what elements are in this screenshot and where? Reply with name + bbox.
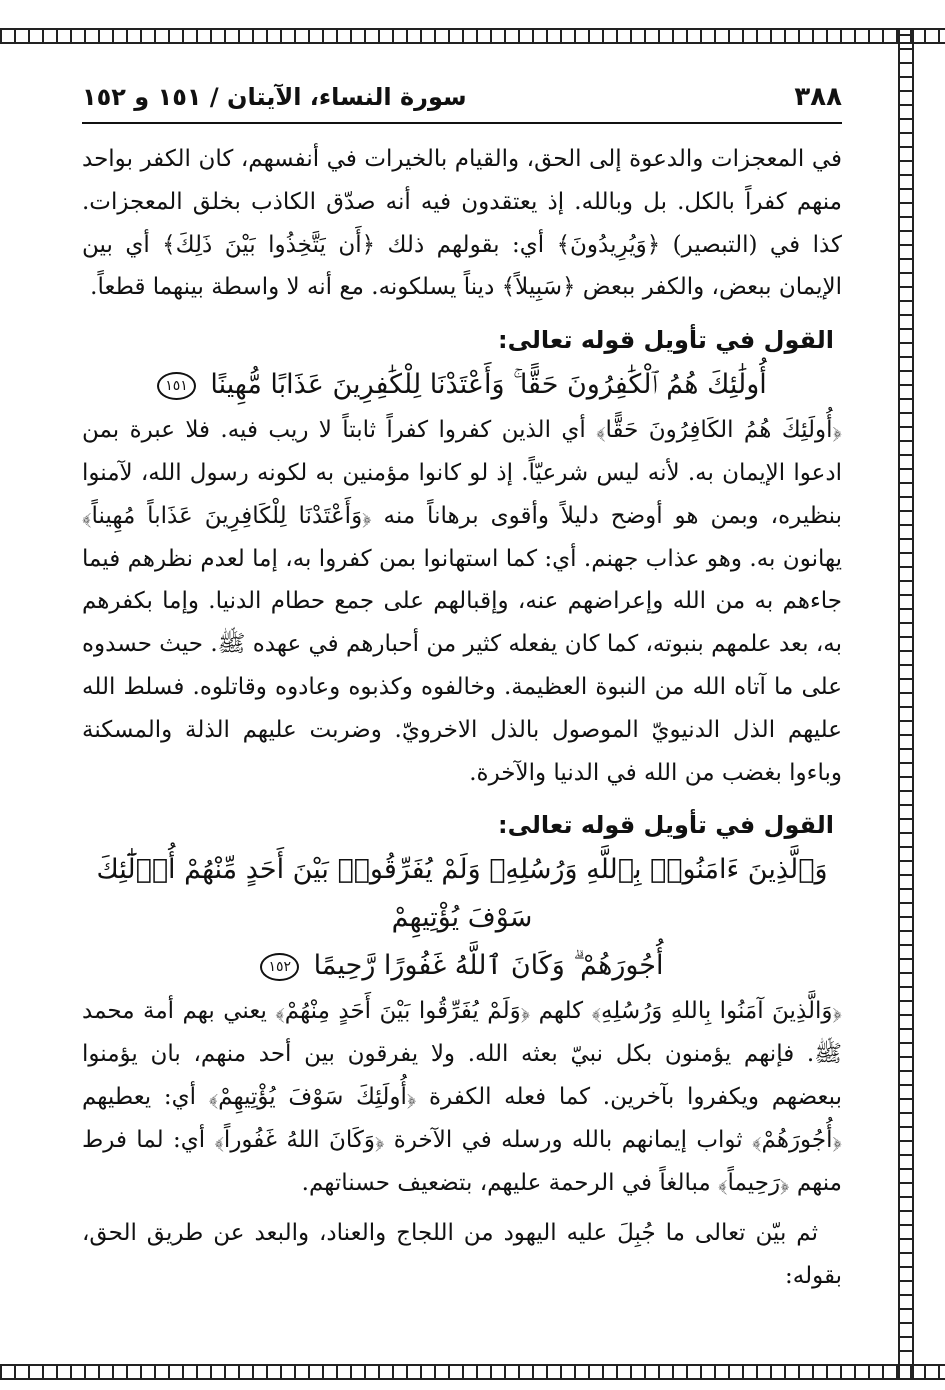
border-right bbox=[898, 28, 914, 1380]
verse-number-marker: ١٥٢ bbox=[260, 953, 299, 981]
page-header bbox=[82, 82, 842, 124]
border-top bbox=[0, 28, 945, 44]
paragraph-2: ﴿أُولَئِكَ هُمُ الكَافِرُونَ حَقًّا﴾ أي الذين كفروا كفراً ثابتاً لا ريب فيه. فلا عبرة بمن ادعوا الإيمان به. لأنه ليس شرعيّاً. إذ لو كانوا مؤمنين به لكونه رسول الله، لآمنوا بنظيره، وبمن هو أوضح دليلاً وأقوى برهاناً منه ﴿وَأَعْتَدْنَا لِلْكَافِرِينَ عَذَاباً مُهِيناً﴾ يهانون به. وهو عذاب جهنم. أي: كما استهانوا بمن كفروا به، إما لعدم نظرهم فيما جاءهم به من الله وإعراضهم عنه، وإقبالهم على جمع حطام الدنيا. وإما بكفرهم به، بعد علمهم بنبوته، كما كان يفعله كثير من أحبارهم في عهده ﷺ. حيث حسدوه على ما آتاه الله من النبوة العظيمة. وخالفوه وكذبوه وعادوه وقاتلوه. فسلط الله عليهم الذل الدنيويّ الموصول بالذل الاخرويّ. وضربت عليهم الذلة والمسكنة وباءوا بغضب من الله في الدنيا والآخرة. bbox=[82, 417, 842, 786]
book-page bbox=[82, 82, 842, 1362]
verse-number-marker: ١٥١ bbox=[157, 372, 196, 400]
paragraph-1: في المعجزات والدعوة إلى الحق، والقيام بالخيرات في أنفسهم، كان الكفر بواحد منهم كفراً بالكل. بل وبالله. إذ يعتقدون فيه أنه صدّق الكاذب بخلق المعجزات. كذا في (التبصير) ﴿وَيُرِيدُونَ﴾ أي: بقولهم ذلك ﴿أَن يَتَّخِذُوا بَيْنَ ذَلِكَ﴾ أي بين الإيمان ببعض، والكفر ببعض ﴿سَبِيلاً﴾ ديناً يسلكونه. مع أنه لا واسطة بينهما قطعاً. bbox=[82, 146, 842, 301]
border-bottom bbox=[0, 1364, 945, 1380]
verse-text: أُجُورَهُمْ ۗ وَكَانَ ٱللَّهُ غَفُورًا رَّحِيمًا bbox=[313, 950, 664, 982]
quran-verse-152-line-2 bbox=[82, 942, 842, 990]
quran-verse-151 bbox=[82, 361, 842, 409]
running-title: سورة النساء، الآيتان / ١٥١ و ١٥٢ bbox=[82, 83, 467, 111]
verse-text: أُولَٰئِكَ هُمُ ٱلْكَٰفِرُونَ حَقًّا ۚ وَأَعْتَدْنَا لِلْكَٰفِرِينَ عَذَابًا مُّهِينًا bbox=[210, 369, 767, 401]
paragraph-3: ﴿وَالَّذِينَ آمَنُوا بِاللهِ وَرُسُلِهِ﴾ كلهم ﴿وَلَمْ يُفَرِّقُوا بَيْنَ أَحَدٍ مِنْهُمْ﴾ يعني بهم أمة محمد ﷺ. فإنهم يؤمنون بكل نبيّ بعثه الله. ولا يفرقون بين أحد منهم، بان يؤمنوا ببعضهم ويكفروا بآخرين. كما فعله الكفرة ﴿أُولَئِكَ سَوْفَ يُؤْتِيهِمْ﴾ أي: يعطيهم ﴿أُجُورَهُمْ﴾ ثواب إيمانهم بالله ورسله في الآخرة ﴿وَكَانَ اللهُ غَفُوراً﴾ أي: لما فرط منهم ﴿رَحِيماً﴾ مبالغاً في الرحمة عليهم، بتضعيف حسناتهم. bbox=[82, 998, 842, 1196]
section-heading-2: القول في تأويل قوله تعالى: bbox=[498, 811, 834, 840]
quran-verse-152-line-1: وَٱلَّذِينَ ءَامَنُوا۟ بِٱللَّهِ وَرُسُلِهِۦ وَلَمْ يُفَرِّقُوا۟ بَيْنَ أَحَدٍ مِّنْهُمْ أُو۟لَٰٓئِكَ سَوْفَ يُؤْتِيهِمْ bbox=[96, 854, 828, 934]
section-heading-1: القول في تأويل قوله تعالى: bbox=[498, 326, 834, 355]
paragraph-4: ثم بيّن تعالى ما جُبِلَ عليه اليهود من اللجاج والعناد، والبعد عن طريق الحق، بقوله: bbox=[82, 1220, 842, 1290]
page-number: ٣٨٨ bbox=[794, 82, 842, 112]
